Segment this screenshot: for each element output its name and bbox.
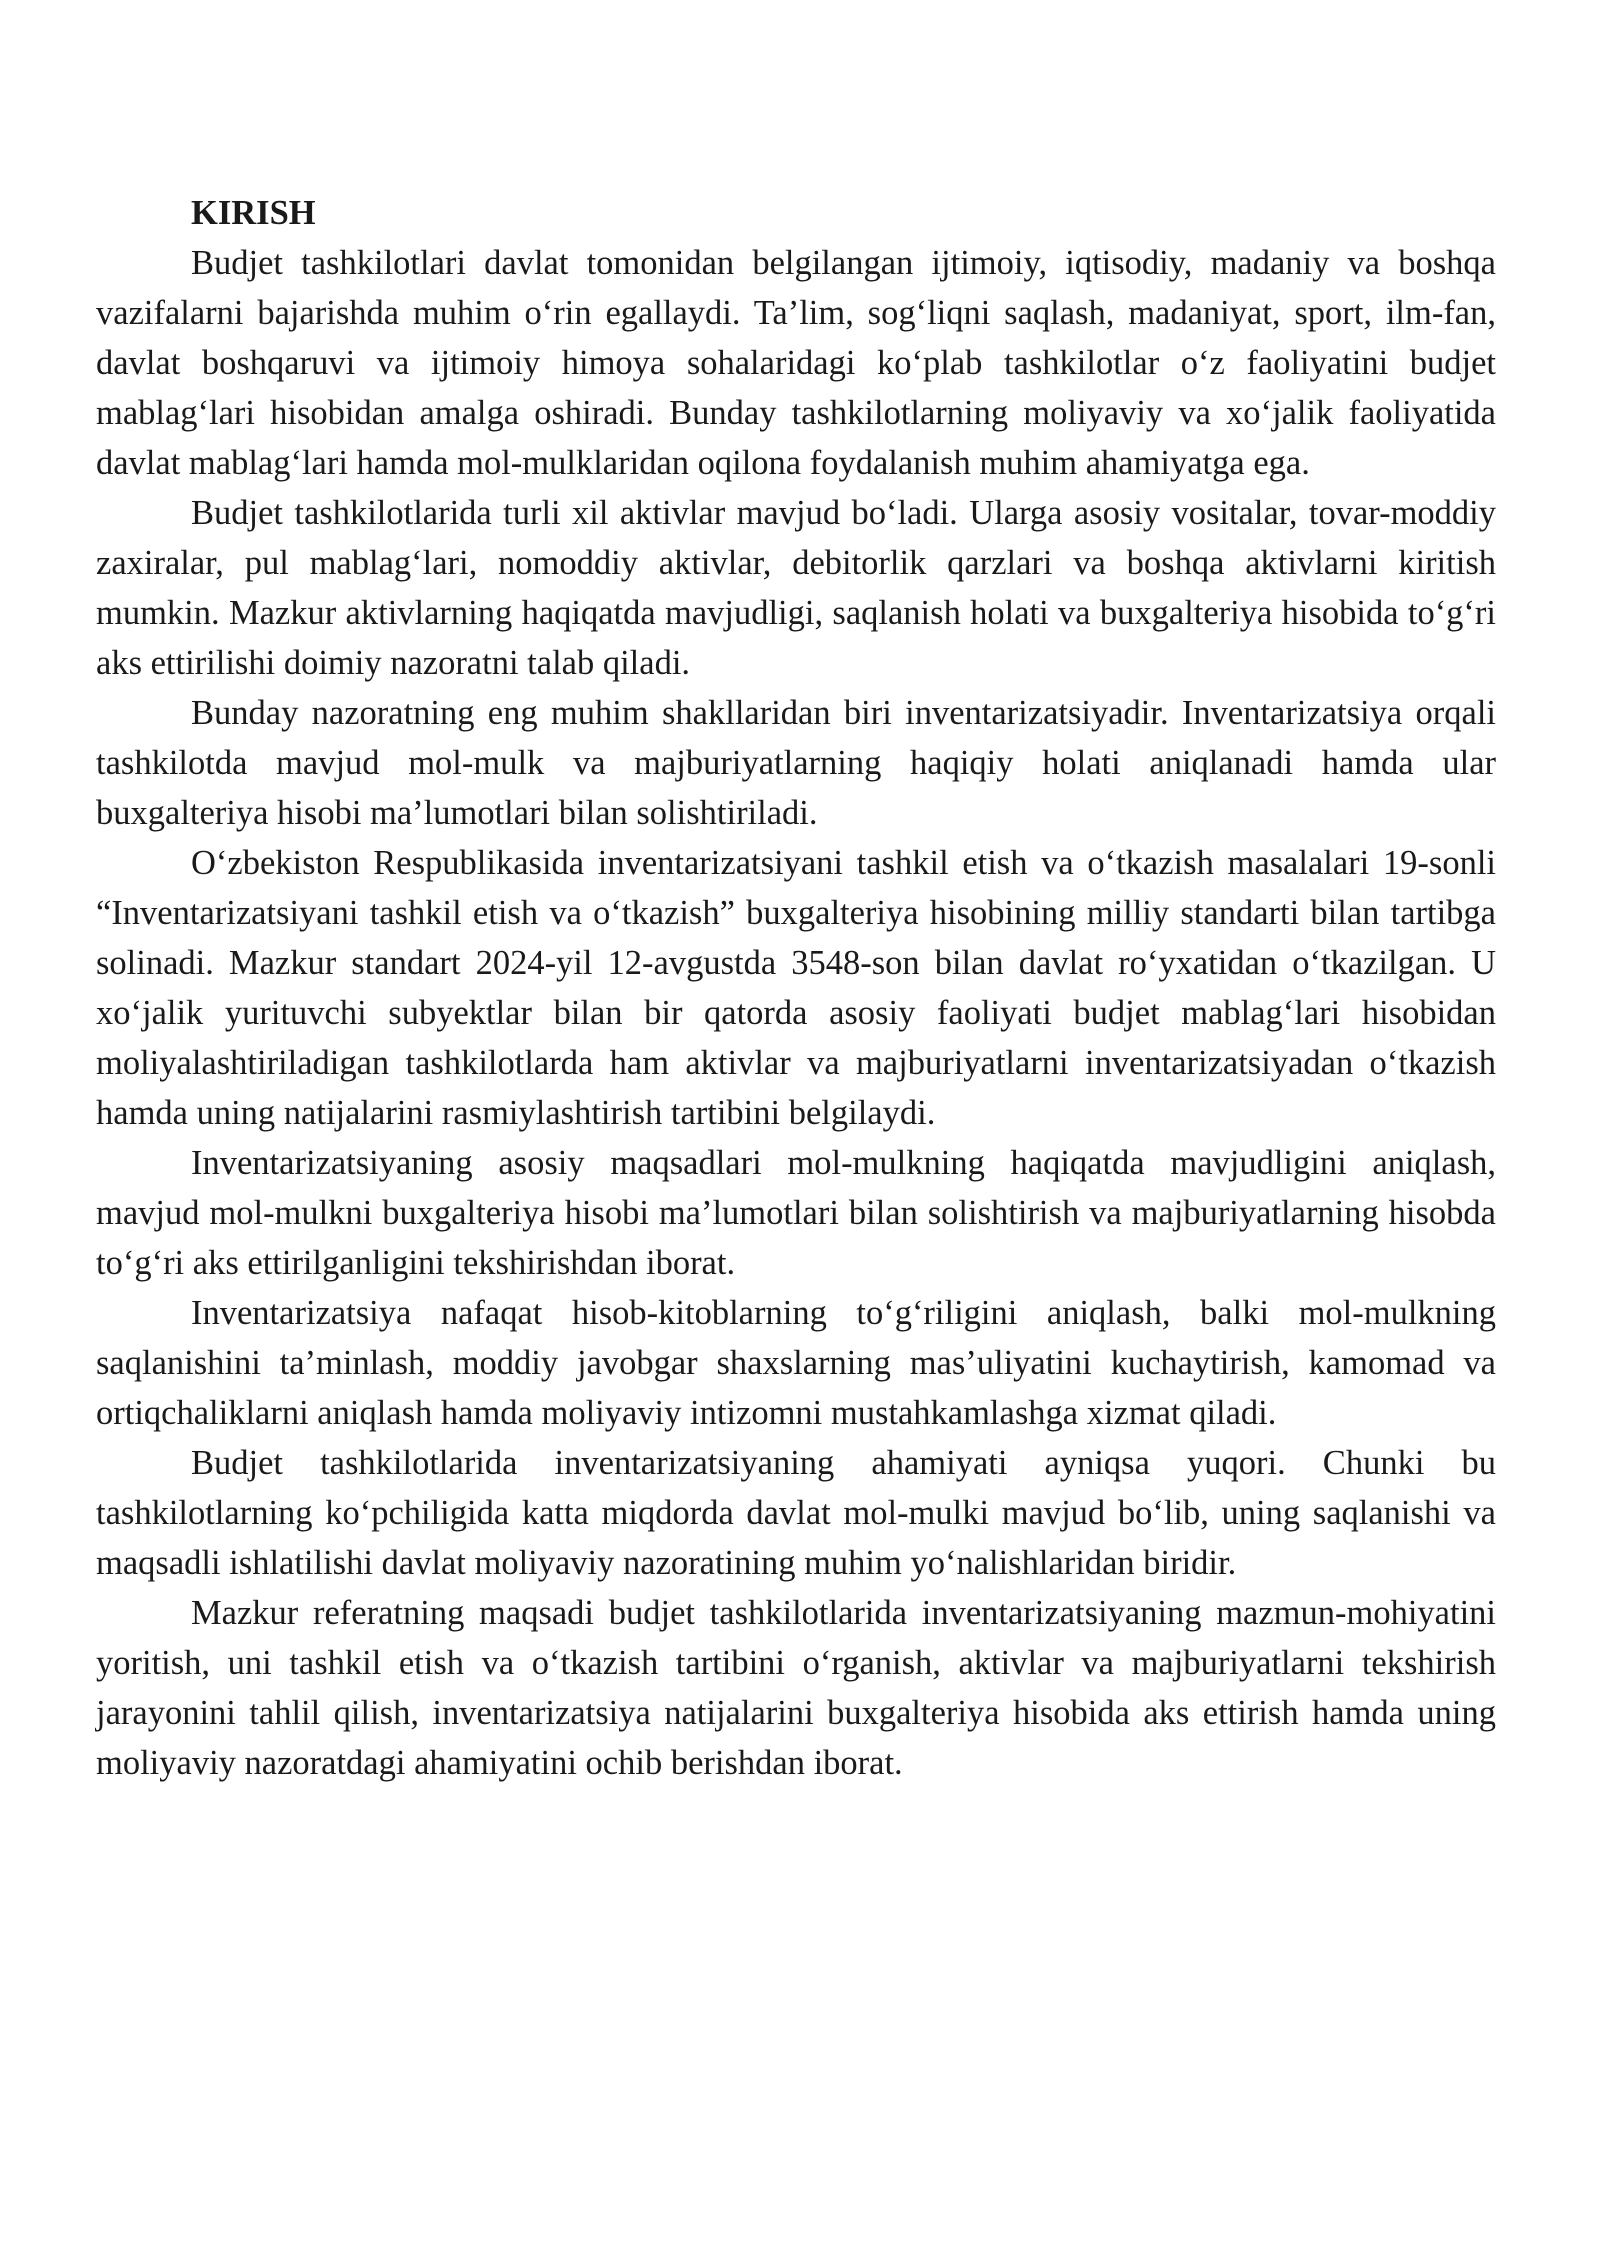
paragraph-5: Inventarizatsiyaning asosiy maqsadlari mol-mulkning haqiqatda mavjudligini aniqlash, mavjud mol-mulkni buxgalteriya hisobi ma’lumotlari bilan solishtirish va majburiyatlarning hisobda to‘g‘ri aks ettirilganligini tekshirishdan iborat. [96, 1144, 1496, 1282]
paragraph-2: Budjet tashkilotlarida turli xil aktivlar mavjud bo‘ladi. Ularga asosiy vositalar, tovar-moddiy zaxiralar, pul mablag‘lari, nomoddiy aktivlar, debitorlik qarzlari va boshqa aktivlarni kiritish mumkin. Mazkur aktivlarning haqiqatda mavjudligi, saqlanish holati va buxgalteriya hisobida to‘g‘ri aks ettirilishi doimiy nazoratni talab qiladi. [96, 494, 1496, 682]
paragraph-4: O‘zbekiston Respublikasida inventarizatsiyani tashkil etish va o‘tkazish masalalari 19-sonli “Inventarizatsiyani tashkil etish va o‘tkazish” buxgalteriya hisobining milliy standarti bilan tartibga solinadi. Mazkur standart 2024-yil 12-avgustda 3548-son bilan davlat ro‘yxatidan o‘tkazilgan. U xo‘jalik yurituvchi subyektlar bilan bir qatorda asosiy faoliyati budjet mablag‘lari hisobidan moliyalashtiriladigan tashkilotlarda ham aktivlar va majburiyatlarni inventarizatsiyadan o‘tkazish hamda uning natijalarini rasmiylashtirish tartibini belgilaydi. [96, 844, 1496, 1132]
document-page [96, 188, 1496, 1788]
paragraph-7: Budjet tashkilotlarida inventarizatsiyaning ahamiyati ayniqsa yuqori. Chunki bu tashkilotlarning ko‘pchiligida katta miqdorda davlat mol-mulki mavjud bo‘lib, uning saqlanishi va maqsadli ishlatilishi davlat moliyaviy nazoratining muhim yo‘nalishlaridan biridir. [96, 1444, 1496, 1582]
paragraph-6: Inventarizatsiya nafaqat hisob-kitoblarning to‘g‘riligini aniqlash, balki mol-mulkning saqlanishini ta’minlash, moddiy javobgar shaxslarning mas’uliyatini kuchaytirish, kamomad va ortiqchaliklarni aniqlash hamda moliyaviy intizomni mustahkamlashga xizmat qiladi. [96, 1294, 1496, 1432]
paragraph-8: Mazkur referatning maqsadi budjet tashkilotlarida inventarizatsiyaning mazmun-mohiyatini yoritish, uni tashkil etish va o‘tkazish tartibini o‘rganish, aktivlar va majburiyatlarni tekshirish jarayonini tahlil qilish, inventarizatsiya natijalarini buxgalteriya hisobida aks ettirish hamda uning moliyaviy nazoratdagi ahamiyatini ochib berishdan iborat. [96, 1594, 1496, 1782]
paragraph-3: Bunday nazoratning eng muhim shakllaridan biri inventarizatsiyadir. Inventarizatsiya orqali tashkilotda mavjud mol-mulk va majburiyatlarning haqiqiy holati aniqlanadi hamda ular buxgalteriya hisobi ma’lumotlari bilan solishtiriladi. [96, 694, 1496, 832]
section-heading: KIRISH [191, 194, 316, 232]
paragraph-1: Budjet tashkilotlari davlat tomonidan belgilangan ijtimoiy, iqtisodiy, madaniy va boshqa vazifalarni bajarishda muhim o‘rin egallaydi. Ta’lim, sog‘liqni saqlash, madaniyat, sport, ilm-fan, davlat boshqaruvi va ijtimoiy himoya sohalaridagi ko‘plab tashkilotlar o‘z faoliyatini budjet mablag‘lari hisobidan amalga oshiradi. Bunday tashkilotlarning moliyaviy va xo‘jalik faoliyatida davlat mablag‘lari hamda mol-mulklaridan oqilona foydalanish muhim ahamiyatga ega. [96, 244, 1496, 482]
